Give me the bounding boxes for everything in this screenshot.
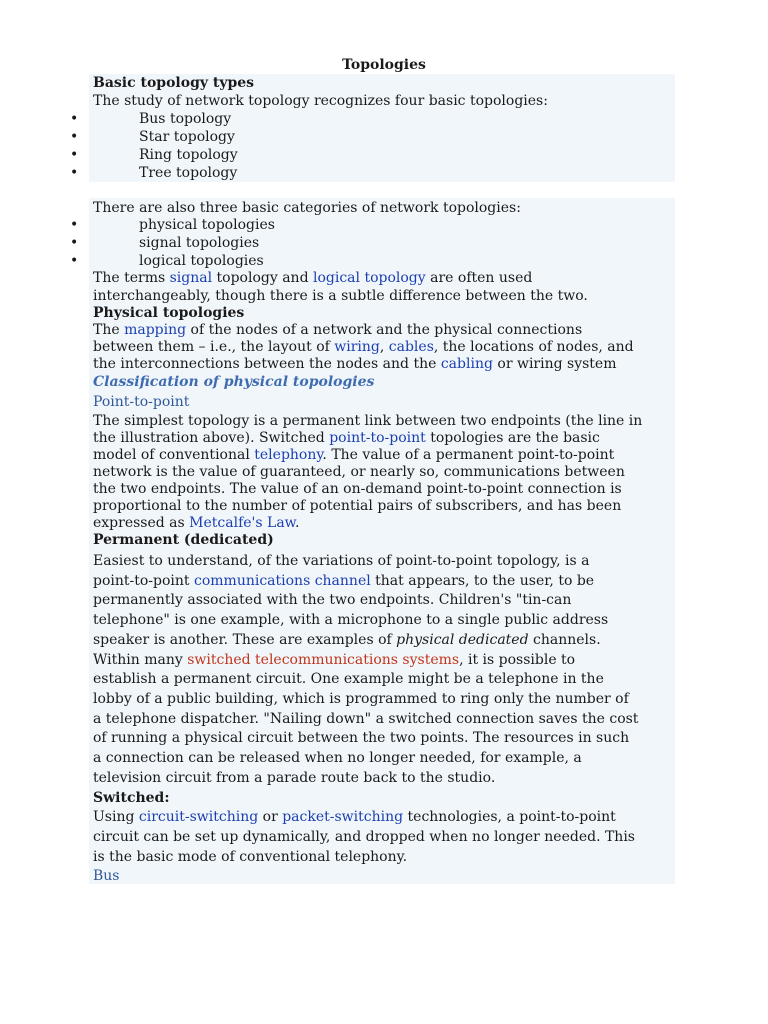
paragraph-line: Using circuit-switching or packet-switching technologies, a point-to-point bbox=[93, 809, 616, 825]
paragraph-line: of running a physical circuit between the two points. The resources in such bbox=[93, 730, 630, 746]
paragraph-line: lobby of a public building, which is programmed to ring only the number of bbox=[93, 691, 629, 707]
paragraph-line: the two endpoints. The value of an on-demand point-to-point connection is bbox=[93, 481, 622, 497]
metcalfes-law-link[interactable]: Metcalfe's Law bbox=[189, 515, 295, 531]
paragraph-line: a telephone dispatcher. "Nailing down" a switched connection saves the cost bbox=[93, 711, 639, 727]
paragraph-line: permanently associated with the two endpoints. Children's "tin-can bbox=[93, 592, 572, 608]
wiring-link[interactable]: wiring bbox=[334, 339, 380, 355]
paragraph-line: the illustration above). Switched point-to-point topologies are the basic bbox=[93, 430, 600, 446]
page-title: Topologies bbox=[342, 57, 426, 73]
paragraph-line: The simplest topology is a permanent link between two endpoints (the line in bbox=[93, 413, 643, 429]
signal-link[interactable]: signal bbox=[169, 270, 213, 286]
paragraph-line: Easiest to understand, of the variations of point-to-point topology, is a bbox=[93, 553, 590, 569]
paragraph-line: model of conventional telephony. The value of a permanent point-to-point bbox=[93, 447, 615, 463]
mapping-link[interactable]: mapping bbox=[124, 322, 187, 338]
list-item: physical topologies bbox=[139, 217, 275, 233]
paragraph-line: The mapping of the nodes of a network and the physical connections bbox=[93, 322, 583, 338]
list-item: Bus topology bbox=[139, 111, 232, 127]
list-item: Star topology bbox=[139, 129, 235, 145]
bullet-icon: • bbox=[70, 235, 79, 251]
paragraph-line: speaker is another. These are examples of physical dedicated channels. bbox=[93, 632, 601, 648]
circuit-switching-link[interactable]: circuit-switching bbox=[138, 809, 259, 825]
paragraph-line: network is the value of guaranteed, or nearly so, communications between bbox=[93, 464, 625, 480]
cabling-link[interactable]: cabling bbox=[440, 356, 493, 372]
list-item: Tree topology bbox=[139, 165, 238, 181]
list-item: Ring topology bbox=[139, 147, 238, 163]
section-heading: Switched: bbox=[93, 790, 170, 806]
packet-switching-link[interactable]: packet-switching bbox=[282, 809, 404, 825]
paragraph-line: There are also three basic categories of network topologies: bbox=[93, 200, 521, 216]
bullet-icon: • bbox=[70, 165, 79, 181]
paragraph-line: is the basic mode of conventional telephony. bbox=[93, 849, 408, 865]
telephony-link[interactable]: telephony bbox=[254, 447, 323, 463]
paragraph-line: The study of network topology recognizes four basic topologies: bbox=[93, 93, 548, 109]
bullet-icon: • bbox=[70, 253, 79, 269]
paragraph-line: proportional to the number of potential pairs of subscribers, and has been bbox=[93, 498, 622, 514]
subsection-heading: Point-to-point bbox=[93, 394, 190, 410]
subsection-heading: Bus bbox=[93, 868, 120, 884]
paragraph-line: circuit can be set up dynamically, and dropped when no longer needed. This bbox=[93, 829, 635, 845]
list-item: signal topologies bbox=[139, 235, 260, 251]
cables-link[interactable]: cables bbox=[388, 339, 434, 355]
subsection-heading: Classification of physical topologies bbox=[93, 374, 375, 390]
bullet-icon: • bbox=[70, 217, 79, 233]
paragraph-line: interchangeably, though there is a subtle difference between the two. bbox=[93, 288, 588, 304]
list-item: logical topologies bbox=[139, 253, 264, 269]
paragraph-line: expressed as Metcalfe's Law. bbox=[93, 515, 300, 531]
section-heading: Basic topology types bbox=[93, 75, 255, 91]
logical-topology-link[interactable]: logical topology bbox=[312, 270, 426, 286]
paragraph-line: television circuit from a parade route back to the studio. bbox=[93, 770, 496, 786]
section-heading: Permanent (dedicated) bbox=[93, 532, 274, 548]
section-heading: Physical topologies bbox=[93, 305, 245, 321]
paragraph-line: between them – i.e., the layout of wiring, cables, the locations of nodes, and bbox=[93, 339, 634, 355]
communications-channel-link[interactable]: communications channel bbox=[194, 573, 371, 589]
paragraph-line: the interconnections between the nodes and the cabling or wiring system bbox=[93, 356, 617, 372]
switched-telecommunications-systems-link[interactable]: switched telecommunications systems bbox=[187, 652, 460, 668]
paragraph-line: a connection can be released when no longer needed, for example, a bbox=[93, 750, 582, 766]
bullet-icon: • bbox=[70, 147, 79, 163]
paragraph-line: establish a permanent circuit. One example might be a telephone in the bbox=[93, 671, 604, 687]
paragraph-line: The terms signal topology and logical topology are often used bbox=[93, 270, 533, 286]
paragraph-line: point-to-point communications channel that appears, to the user, to be bbox=[93, 573, 595, 589]
paragraph-line: Within many switched telecommunications systems, it is possible to bbox=[93, 652, 576, 668]
bullet-icon: • bbox=[70, 111, 79, 127]
bullet-icon: • bbox=[70, 129, 79, 145]
point-to-point-link[interactable]: point-to-point bbox=[329, 430, 426, 446]
paragraph-line: telephone" is one example, with a microphone to a single public address bbox=[93, 612, 609, 628]
